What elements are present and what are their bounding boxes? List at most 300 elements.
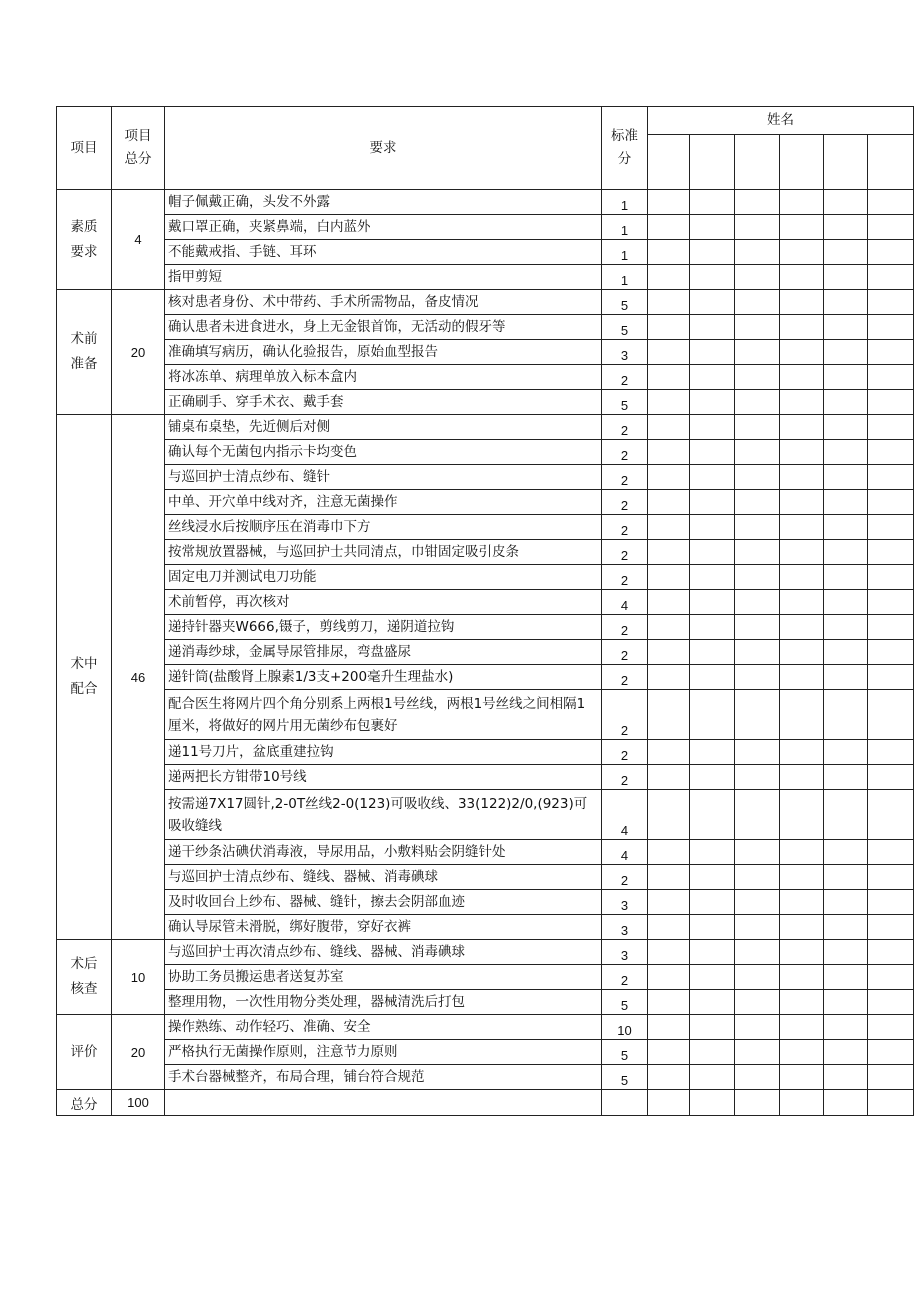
standard-score: 4: [602, 790, 648, 840]
standard-score: 3: [602, 915, 648, 940]
table-row: [57, 640, 914, 665]
score-entry-cell[interactable]: [868, 440, 914, 465]
score-entry-cell[interactable]: [780, 265, 824, 290]
standard-score: 5: [602, 1065, 648, 1090]
score-entry-cell[interactable]: [735, 890, 780, 915]
table-row: [57, 1065, 914, 1090]
score-entry-cell[interactable]: [690, 315, 735, 340]
requirement-text: 戴口罩正确，夹紧鼻端，白内蓝外: [165, 215, 602, 240]
score-entry-cell[interactable]: [648, 565, 690, 590]
score-entry-cell[interactable]: [690, 640, 735, 665]
score-entry-cell[interactable]: [780, 765, 824, 790]
score-entry-cell[interactable]: [690, 190, 735, 215]
score-entry-cell[interactable]: [735, 965, 780, 990]
score-entry-cell[interactable]: [780, 190, 824, 215]
score-entry-cell[interactable]: [868, 640, 914, 665]
score-entry-cell[interactable]: [780, 565, 824, 590]
score-entry-cell[interactable]: [648, 915, 690, 940]
table-row: [57, 440, 914, 465]
score-entry-cell[interactable]: [780, 1040, 824, 1065]
score-entry-cell[interactable]: [824, 740, 868, 765]
score-entry-cell[interactable]: [735, 990, 780, 1015]
score-entry-cell[interactable]: [868, 365, 914, 390]
score-entry-cell[interactable]: [780, 340, 824, 365]
section-name: [57, 415, 112, 940]
requirement-text: 递干纱条沾碘伏消毒液，导尿用品，小敷料贴会阴缝针处: [165, 840, 602, 865]
score-entry-cell[interactable]: [690, 1015, 735, 1040]
score-entry-cell[interactable]: [824, 415, 868, 440]
score-entry-cell[interactable]: [690, 890, 735, 915]
score-entry-cell[interactable]: [735, 465, 780, 490]
table-row: [57, 990, 914, 1015]
score-entry-cell[interactable]: [648, 690, 690, 740]
score-entry-cell[interactable]: [735, 540, 780, 565]
score-entry-cell[interactable]: [735, 590, 780, 615]
score-entry-cell[interactable]: [780, 915, 824, 940]
score-entry-cell[interactable]: [690, 940, 735, 965]
score-entry-cell[interactable]: [868, 515, 914, 540]
score-entry-cell[interactable]: [735, 940, 780, 965]
name-column-5[interactable]: [824, 135, 868, 190]
table-row: [57, 765, 914, 790]
table-row: [57, 365, 914, 390]
score-entry-cell[interactable]: [824, 540, 868, 565]
score-entry-cell[interactable]: [690, 690, 735, 740]
score-entry-cell[interactable]: [868, 865, 914, 890]
score-entry-cell[interactable]: [824, 1065, 868, 1090]
score-entry-cell[interactable]: [824, 190, 868, 215]
score-entry-cell[interactable]: [735, 415, 780, 440]
score-entry-cell[interactable]: [868, 415, 914, 440]
table-row: [57, 840, 914, 865]
total-cell[interactable]: [824, 1090, 868, 1116]
score-entry-cell[interactable]: [648, 940, 690, 965]
score-entry-cell[interactable]: [690, 565, 735, 590]
score-entry-cell[interactable]: [648, 465, 690, 490]
score-entry-cell[interactable]: [780, 965, 824, 990]
score-entry-cell[interactable]: [648, 190, 690, 215]
score-entry-cell[interactable]: [868, 1040, 914, 1065]
table-row: [57, 665, 914, 690]
score-entry-cell[interactable]: [780, 990, 824, 1015]
score-entry-cell[interactable]: [824, 840, 868, 865]
score-entry-cell[interactable]: [648, 615, 690, 640]
total-cell[interactable]: [690, 1090, 735, 1116]
score-entry-cell[interactable]: [648, 490, 690, 515]
table-row: [57, 615, 914, 640]
name-column-6[interactable]: [868, 135, 914, 190]
requirement-text: 铺桌布桌垫，先近侧后对侧: [165, 415, 602, 440]
score-entry-cell[interactable]: [690, 290, 735, 315]
standard-score: 2: [602, 765, 648, 790]
score-entry-cell[interactable]: [690, 390, 735, 415]
score-entry-cell[interactable]: [648, 540, 690, 565]
header-total: [112, 107, 165, 190]
score-entry-cell[interactable]: [735, 440, 780, 465]
score-entry-cell[interactable]: [735, 615, 780, 640]
score-entry-cell[interactable]: [780, 840, 824, 865]
score-entry-cell[interactable]: [824, 640, 868, 665]
score-entry-cell[interactable]: [735, 240, 780, 265]
score-entry-cell[interactable]: [648, 1065, 690, 1090]
score-entry-cell[interactable]: [648, 790, 690, 840]
requirement-text: 准确填写病历，确认化验报告，原始血型报告: [165, 340, 602, 365]
score-entry-cell[interactable]: [868, 340, 914, 365]
score-entry-cell[interactable]: [868, 215, 914, 240]
score-entry-cell[interactable]: [868, 740, 914, 765]
score-entry-cell[interactable]: [824, 590, 868, 615]
standard-score: 5: [602, 390, 648, 415]
standard-score: 5: [602, 290, 648, 315]
score-entry-cell[interactable]: [824, 240, 868, 265]
score-entry-cell[interactable]: [824, 615, 868, 640]
score-entry-cell[interactable]: [868, 540, 914, 565]
score-entry-cell[interactable]: [648, 315, 690, 340]
score-entry-cell[interactable]: [868, 390, 914, 415]
score-entry-cell[interactable]: [690, 990, 735, 1015]
assessment-table: [56, 106, 914, 1116]
table-row: [57, 790, 914, 840]
requirement-text: 与巡回护士清点纱布、缝针: [165, 465, 602, 490]
section-name-label: 素质要求: [70, 218, 98, 260]
name-column-1[interactable]: [648, 135, 690, 190]
score-entry-cell[interactable]: [690, 915, 735, 940]
score-entry-cell[interactable]: [824, 340, 868, 365]
standard-score: 2: [602, 540, 648, 565]
score-entry-cell[interactable]: [690, 440, 735, 465]
score-entry-cell[interactable]: [690, 340, 735, 365]
score-entry-cell[interactable]: [868, 490, 914, 515]
total-standard-empty: [602, 1090, 648, 1116]
score-entry-cell[interactable]: [824, 565, 868, 590]
standard-score: 10: [602, 1015, 648, 1040]
score-entry-cell[interactable]: [690, 515, 735, 540]
section-total: 10: [112, 940, 165, 1015]
requirement-text: 与巡回护士清点纱布、缝线、器械、消毒碘球: [165, 865, 602, 890]
requirement-text: 核对患者身份、术中带药、手术所需物品，备皮情况: [165, 290, 602, 315]
score-entry-cell[interactable]: [690, 215, 735, 240]
score-entry-cell[interactable]: [690, 615, 735, 640]
score-entry-cell[interactable]: [648, 215, 690, 240]
score-entry-cell[interactable]: [780, 215, 824, 240]
score-entry-cell[interactable]: [735, 1065, 780, 1090]
score-entry-cell[interactable]: [735, 915, 780, 940]
table-row: [57, 390, 914, 415]
requirement-text: 固定电刀并测试电刀功能: [165, 565, 602, 590]
score-entry-cell[interactable]: [735, 790, 780, 840]
standard-score: 3: [602, 890, 648, 915]
score-entry-cell[interactable]: [690, 840, 735, 865]
score-entry-cell[interactable]: [868, 840, 914, 865]
score-entry-cell[interactable]: [648, 765, 690, 790]
score-entry-cell[interactable]: [648, 515, 690, 540]
requirement-text: 整理用物，一次性用物分类处理，器械清洗后打包: [165, 990, 602, 1015]
score-entry-cell[interactable]: [868, 1015, 914, 1040]
total-cell[interactable]: [780, 1090, 824, 1116]
table-row: [57, 215, 914, 240]
requirement-text: 手术台器械整齐，布局合理，铺台符合规范: [165, 1065, 602, 1090]
standard-score: 1: [602, 240, 648, 265]
score-entry-cell[interactable]: [735, 765, 780, 790]
table-row: [57, 465, 914, 490]
score-entry-cell[interactable]: [824, 965, 868, 990]
score-entry-cell[interactable]: [824, 265, 868, 290]
standard-score: 3: [602, 340, 648, 365]
score-entry-cell[interactable]: [780, 890, 824, 915]
score-entry-cell[interactable]: [780, 290, 824, 315]
score-entry-cell[interactable]: [690, 365, 735, 390]
score-entry-cell[interactable]: [868, 990, 914, 1015]
header-requirement: 要求: [165, 107, 602, 190]
score-entry-cell[interactable]: [868, 615, 914, 640]
table-row: [57, 340, 914, 365]
score-entry-cell[interactable]: [648, 865, 690, 890]
requirement-text: 按需递7X17圆针,2-0T丝线2-0(123)可吸收线、33(122)2/0,(923)可吸收缝线: [165, 790, 602, 840]
section-name-label: 术中配合: [70, 656, 98, 697]
score-entry-cell[interactable]: [648, 590, 690, 615]
score-entry-cell[interactable]: [868, 240, 914, 265]
score-entry-cell[interactable]: [735, 290, 780, 315]
score-entry-cell[interactable]: [690, 765, 735, 790]
standard-score: 2: [602, 615, 648, 640]
score-entry-cell[interactable]: [780, 590, 824, 615]
standard-score: 1: [602, 215, 648, 240]
score-entry-cell[interactable]: [648, 840, 690, 865]
score-entry-cell[interactable]: [824, 215, 868, 240]
score-entry-cell[interactable]: [868, 915, 914, 940]
score-entry-cell[interactable]: [735, 315, 780, 340]
score-entry-cell[interactable]: [824, 365, 868, 390]
requirement-text: 确认导尿管未滑脱，绑好腹带，穿好衣裤: [165, 915, 602, 940]
score-entry-cell[interactable]: [780, 690, 824, 740]
score-entry-cell[interactable]: [735, 690, 780, 740]
score-entry-cell[interactable]: [735, 340, 780, 365]
score-entry-cell[interactable]: [824, 465, 868, 490]
requirement-text: 严格执行无菌操作原则，注意节力原则: [165, 1040, 602, 1065]
score-entry-cell[interactable]: [780, 615, 824, 640]
score-entry-cell[interactable]: [690, 590, 735, 615]
score-entry-cell[interactable]: [735, 215, 780, 240]
score-entry-cell[interactable]: [648, 365, 690, 390]
name-column-4[interactable]: [780, 135, 824, 190]
score-entry-cell[interactable]: [735, 515, 780, 540]
score-entry-cell[interactable]: [824, 765, 868, 790]
score-entry-cell[interactable]: [780, 365, 824, 390]
score-entry-cell[interactable]: [648, 890, 690, 915]
header-item: 项目: [57, 107, 112, 190]
score-entry-cell[interactable]: [824, 690, 868, 740]
score-entry-cell[interactable]: [690, 965, 735, 990]
score-entry-cell[interactable]: [868, 190, 914, 215]
section-name: [57, 940, 112, 1015]
score-entry-cell[interactable]: [648, 265, 690, 290]
score-entry-cell[interactable]: [868, 465, 914, 490]
score-entry-cell[interactable]: [780, 465, 824, 490]
score-entry-cell[interactable]: [690, 240, 735, 265]
score-entry-cell[interactable]: [780, 315, 824, 340]
score-entry-cell[interactable]: [780, 665, 824, 690]
score-entry-cell[interactable]: [824, 890, 868, 915]
score-entry-cell[interactable]: [824, 790, 868, 840]
requirement-text: 确认患者未进食进水，身上无金银首饰，无活动的假牙等: [165, 315, 602, 340]
score-entry-cell[interactable]: [648, 740, 690, 765]
score-entry-cell[interactable]: [868, 265, 914, 290]
score-entry-cell[interactable]: [735, 565, 780, 590]
score-entry-cell[interactable]: [648, 1040, 690, 1065]
requirement-text: 递11号刀片，盆底重建拉钩: [165, 740, 602, 765]
score-entry-cell[interactable]: [648, 990, 690, 1015]
score-entry-cell[interactable]: [690, 865, 735, 890]
score-entry-cell[interactable]: [780, 515, 824, 540]
total-empty: [165, 1090, 602, 1116]
requirement-text: 协助工务员搬运患者送复苏室: [165, 965, 602, 990]
score-entry-cell[interactable]: [648, 440, 690, 465]
score-entry-cell[interactable]: [648, 240, 690, 265]
standard-score: 2: [602, 465, 648, 490]
score-entry-cell[interactable]: [868, 790, 914, 840]
score-entry-cell[interactable]: [735, 1015, 780, 1040]
requirement-text: 将冰冻单、病理单放入标本盒内: [165, 365, 602, 390]
score-entry-cell[interactable]: [690, 465, 735, 490]
standard-score: 2: [602, 440, 648, 465]
score-entry-cell[interactable]: [780, 490, 824, 515]
table-row: [57, 1040, 914, 1065]
requirement-text: 丝线浸水后按顺序压在消毒巾下方: [165, 515, 602, 540]
score-entry-cell[interactable]: [780, 540, 824, 565]
score-entry-cell[interactable]: [648, 1015, 690, 1040]
standard-score: 5: [602, 1040, 648, 1065]
name-column-2[interactable]: [690, 135, 735, 190]
score-entry-cell[interactable]: [690, 1040, 735, 1065]
score-entry-cell[interactable]: [780, 940, 824, 965]
section-name-label: 术前准备: [70, 331, 98, 372]
score-entry-cell[interactable]: [690, 415, 735, 440]
score-entry-cell[interactable]: [780, 740, 824, 765]
score-entry-cell[interactable]: [824, 1040, 868, 1065]
score-entry-cell[interactable]: [824, 1015, 868, 1040]
table-row: [57, 590, 914, 615]
score-entry-cell[interactable]: [735, 665, 780, 690]
score-entry-cell[interactable]: [735, 390, 780, 415]
section-name-label: 术后核查: [70, 956, 98, 997]
score-entry-cell[interactable]: [780, 415, 824, 440]
score-entry-cell[interactable]: [690, 490, 735, 515]
section-name: [57, 1015, 112, 1090]
score-entry-cell[interactable]: [690, 265, 735, 290]
score-entry-cell[interactable]: [824, 940, 868, 965]
score-entry-cell[interactable]: [780, 390, 824, 415]
score-entry-cell[interactable]: [735, 840, 780, 865]
score-entry-cell[interactable]: [780, 440, 824, 465]
section-total: 20: [112, 290, 165, 415]
table-row: [57, 690, 914, 740]
score-entry-cell[interactable]: [648, 665, 690, 690]
table-row: [57, 940, 914, 965]
score-entry-cell[interactable]: [824, 915, 868, 940]
score-entry-cell[interactable]: [868, 315, 914, 340]
score-entry-cell[interactable]: [780, 240, 824, 265]
score-entry-cell[interactable]: [648, 640, 690, 665]
score-entry-cell[interactable]: [824, 665, 868, 690]
header-standard: [602, 107, 648, 190]
score-entry-cell[interactable]: [735, 490, 780, 515]
score-entry-cell[interactable]: [868, 665, 914, 690]
score-entry-cell[interactable]: [648, 415, 690, 440]
requirement-text: 确认每个无菌包内指示卡均变色: [165, 440, 602, 465]
score-entry-cell[interactable]: [824, 315, 868, 340]
requirement-text: 正确刷手、穿手术衣、戴手套: [165, 390, 602, 415]
score-entry-cell[interactable]: [824, 290, 868, 315]
score-entry-cell[interactable]: [648, 340, 690, 365]
score-entry-cell[interactable]: [735, 1040, 780, 1065]
score-entry-cell[interactable]: [780, 1015, 824, 1040]
total-cell[interactable]: [648, 1090, 690, 1116]
requirement-text: 及时收回台上纱布、器械、缝针，擦去会阴部血迹: [165, 890, 602, 915]
name-column-3[interactable]: [735, 135, 780, 190]
score-entry-cell[interactable]: [868, 565, 914, 590]
score-entry-cell[interactable]: [690, 790, 735, 840]
score-entry-cell[interactable]: [780, 640, 824, 665]
score-entry-cell[interactable]: [690, 665, 735, 690]
score-entry-cell[interactable]: [868, 940, 914, 965]
score-entry-cell[interactable]: [690, 1065, 735, 1090]
score-entry-cell[interactable]: [780, 1065, 824, 1090]
score-entry-cell[interactable]: [780, 790, 824, 840]
requirement-text: 操作熟练、动作轻巧、准确、安全: [165, 1015, 602, 1040]
score-entry-cell[interactable]: [648, 290, 690, 315]
score-entry-cell[interactable]: [868, 890, 914, 915]
score-entry-cell[interactable]: [824, 490, 868, 515]
standard-score: 1: [602, 190, 648, 215]
score-entry-cell[interactable]: [868, 1065, 914, 1090]
score-entry-cell[interactable]: [868, 690, 914, 740]
score-entry-cell[interactable]: [824, 865, 868, 890]
score-entry-cell[interactable]: [735, 365, 780, 390]
header-total-label: 项目总分: [124, 128, 152, 167]
requirement-text: 递持针器夹W666,镊子，剪线剪刀，递阴道拉钩: [165, 615, 602, 640]
score-entry-cell[interactable]: [824, 990, 868, 1015]
score-entry-cell[interactable]: [780, 865, 824, 890]
score-entry-cell[interactable]: [868, 590, 914, 615]
header-name: 姓名: [648, 107, 914, 135]
score-entry-cell[interactable]: [824, 390, 868, 415]
score-entry-cell[interactable]: [690, 740, 735, 765]
table-row: [57, 415, 914, 440]
standard-score: 2: [602, 965, 648, 990]
standard-score: 5: [602, 990, 648, 1015]
score-entry-cell[interactable]: [735, 865, 780, 890]
score-entry-cell[interactable]: [735, 190, 780, 215]
table-row: [57, 265, 914, 290]
score-entry-cell[interactable]: [735, 265, 780, 290]
score-entry-cell[interactable]: [824, 515, 868, 540]
total-cell[interactable]: [868, 1090, 914, 1116]
score-entry-cell[interactable]: [735, 740, 780, 765]
score-entry-cell[interactable]: [648, 390, 690, 415]
table-row: [57, 490, 914, 515]
section-total: 20: [112, 1015, 165, 1090]
score-entry-cell[interactable]: [868, 965, 914, 990]
total-cell[interactable]: [735, 1090, 780, 1116]
score-entry-cell[interactable]: [648, 965, 690, 990]
standard-score: 2: [602, 515, 648, 540]
score-entry-cell[interactable]: [868, 765, 914, 790]
score-entry-cell[interactable]: [735, 640, 780, 665]
table-row: [57, 190, 914, 215]
score-entry-cell[interactable]: [824, 440, 868, 465]
score-entry-cell[interactable]: [690, 540, 735, 565]
score-entry-cell[interactable]: [868, 290, 914, 315]
